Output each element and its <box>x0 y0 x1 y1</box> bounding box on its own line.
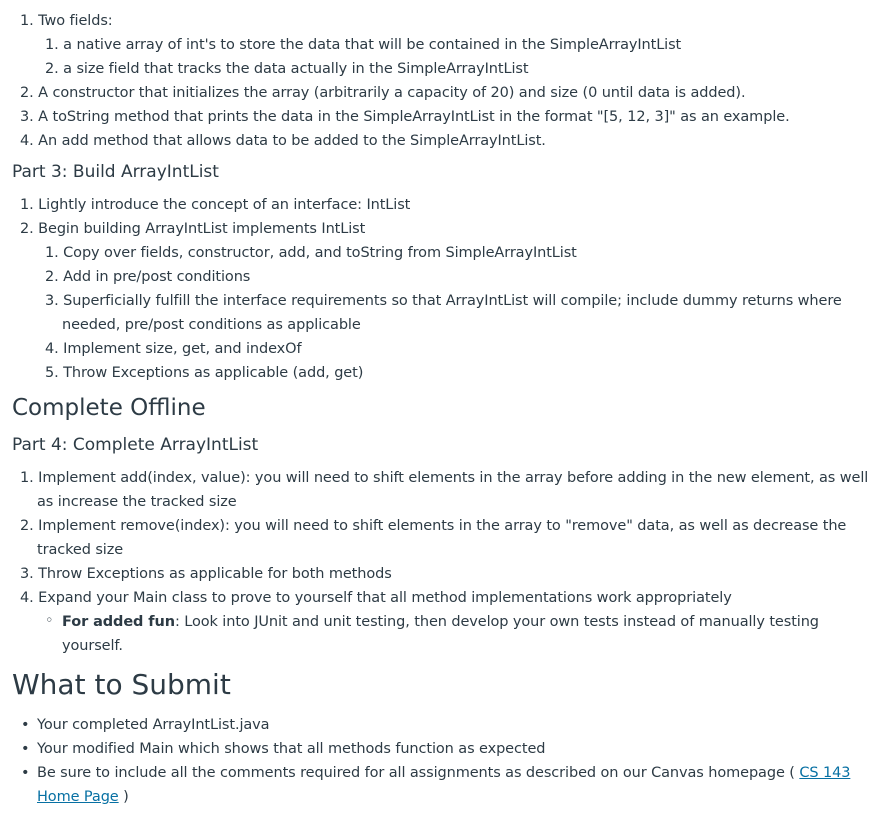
offline-heading: Complete Offline <box>12 395 206 421</box>
list-item: 3. Throw Exceptions as applicable for both methods <box>20 566 392 582</box>
fun-label: For added fun <box>62 614 175 630</box>
list-item: 4. Expand your Main class to prove to yourself that all method implementations work appropriately <box>20 590 732 606</box>
list-item: 2. A constructor that initializes the array (arbitrarily a capacity of 20) and size (0 until data is added). <box>20 85 746 101</box>
list-item: 2. Add in pre/post conditions <box>45 269 251 285</box>
list-item: For added fun: Look into JUnit and unit testing, then develop your own tests instead of manually testing <box>62 614 819 630</box>
list-item-continuation: as increase the tracked size <box>37 494 237 510</box>
list-item: 1. Copy over fields, constructor, add, and toString from SimpleArrayIntList <box>45 245 577 261</box>
submit-heading: What to Submit <box>12 668 231 701</box>
list-item-continuation: Home Page ) <box>37 789 129 805</box>
list-item: 4. Implement size, get, and indexOf <box>45 341 302 357</box>
list-item-continuation: yourself. <box>62 638 123 654</box>
cs143-homepage-link-continued[interactable]: Home Page <box>37 789 119 805</box>
part3-heading: Part 3: Build ArrayIntList <box>12 162 219 182</box>
list-item: 4. An add method that allows data to be added to the SimpleArrayIntList. <box>20 133 546 149</box>
list-item: 2. a size field that tracks the data actually in the SimpleArrayIntList <box>45 61 529 77</box>
cs143-homepage-link[interactable]: CS 143 <box>799 765 851 781</box>
list-item: 2. Begin building ArrayIntList implements IntList <box>20 221 366 237</box>
list-text: Two fields: <box>38 13 113 29</box>
list-number: 1. <box>20 13 34 29</box>
list-item: Your modified Main which shows that all methods function as expected <box>37 741 546 757</box>
circle-bullet-icon: ◦ <box>45 613 54 629</box>
list-item: 1. Lightly introduce the concept of an interface: IntList <box>20 197 411 213</box>
part4-heading: Part 4: Complete ArrayIntList <box>12 435 259 455</box>
list-item-continuation: needed, pre/post conditions as applicable <box>62 317 361 333</box>
list-item: Your completed ArrayIntList.java <box>37 717 270 733</box>
list-item-continuation: tracked size <box>37 542 124 558</box>
list-item: 1. a native array of int's to store the data that will be contained in the SimpleArrayIntList <box>45 37 682 53</box>
disc-bullet-icon: • <box>21 765 30 781</box>
disc-bullet-icon: • <box>21 741 30 757</box>
list-item: 3. A toString method that prints the data in the SimpleArrayIntList in the format "[5, 12, 3]" as an example. <box>20 109 790 125</box>
list-item: 5. Throw Exceptions as applicable (add, get) <box>45 365 364 381</box>
list-item: Be sure to include all the comments required for all assignments as described on our Canvas homepage ( CS 143 <box>37 765 851 781</box>
list-item: 1. Implement add(index, value): you will need to shift elements in the array before adding in the new element, as well <box>20 470 869 486</box>
list-item: 3. Superficially fulfill the interface requirements so that ArrayIntList will compile; include dummy returns where <box>45 293 842 309</box>
disc-bullet-icon: • <box>21 717 30 733</box>
list-item: 2. Implement remove(index): you will need to shift elements in the array to "remove" data, as well as decrease the <box>20 518 847 534</box>
list-item <box>20 9 113 33</box>
